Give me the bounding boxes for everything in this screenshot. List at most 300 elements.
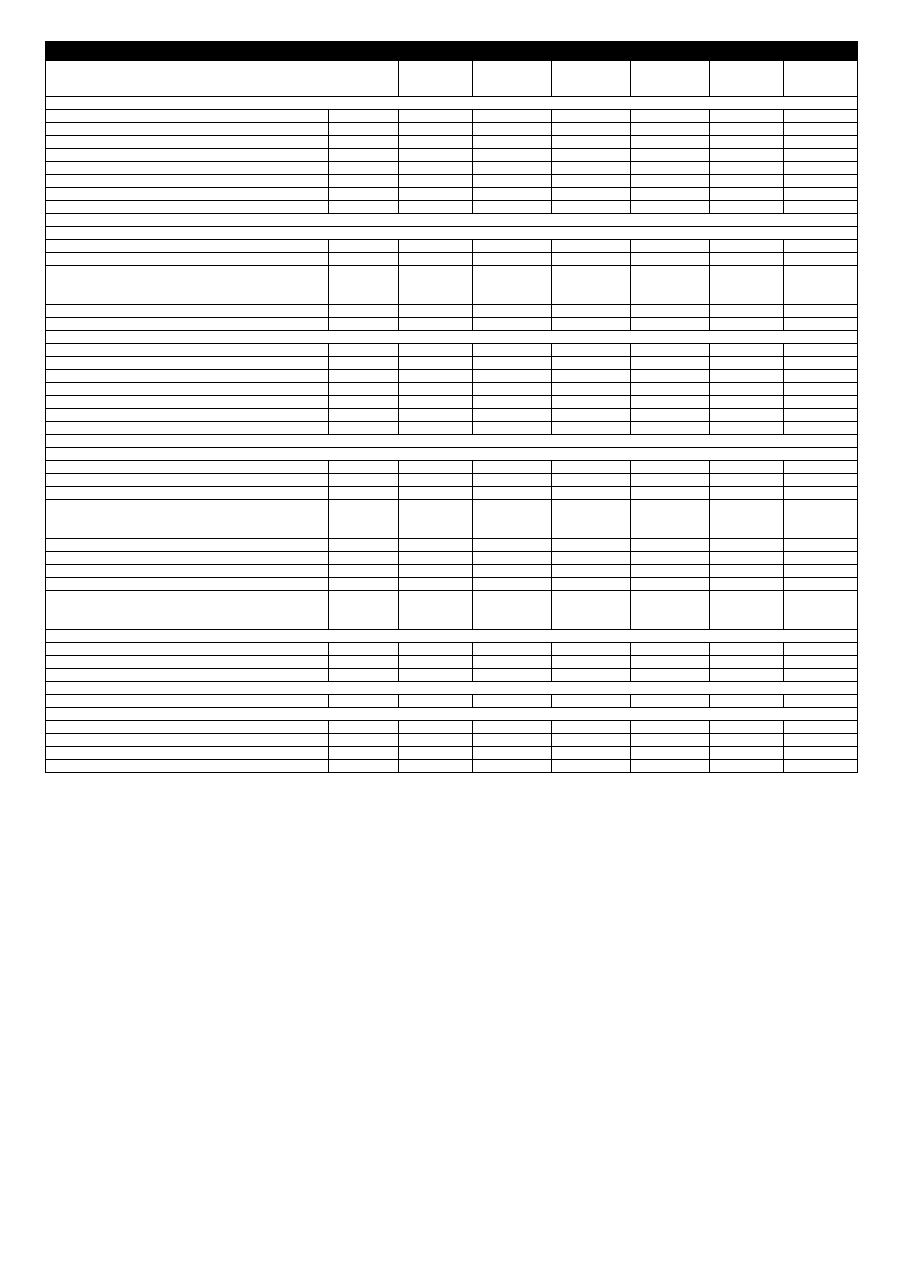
row-label [46,695,329,708]
row-cell-4 [552,721,631,734]
row-cell-2 [399,149,473,162]
row-cell-7 [784,383,858,396]
row-cell-6 [710,487,784,500]
table-row [46,110,858,123]
row-cell-6 [710,578,784,591]
section-heading-4 [46,448,858,461]
row-cell-1 [329,487,399,500]
row-cell-5 [631,760,710,773]
row-cell-1 [329,123,399,136]
table-row [46,721,858,734]
row-cell-5 [631,318,710,331]
row-cell-5 [631,721,710,734]
row-label [46,643,329,656]
row-cell-1 [329,695,399,708]
row-cell-4 [552,201,631,214]
row-cell-3 [473,344,552,357]
row-cell-5 [631,474,710,487]
row-cell-7 [784,344,858,357]
section-heading-1 [46,97,858,110]
table-row [46,539,858,552]
row-cell-7 [784,201,858,214]
table-row [46,266,858,305]
row-cell-6 [710,500,784,539]
row-cell-1 [329,539,399,552]
row-cell-6 [710,110,784,123]
row-cell-1 [329,162,399,175]
row-cell-5 [631,370,710,383]
row-cell-6 [710,669,784,682]
row-cell-1 [329,266,399,305]
row-label [46,747,329,760]
row-cell-3 [473,318,552,331]
row-cell-2 [399,656,473,669]
row-cell-4 [552,305,631,318]
row-cell-5 [631,162,710,175]
table-row [46,175,858,188]
row-cell-6 [710,721,784,734]
row-cell-3 [473,747,552,760]
row-cell-2 [399,591,473,630]
row-cell-1 [329,643,399,656]
section-heading-2 [46,227,858,240]
table-row [46,695,858,708]
row-cell-1 [329,591,399,630]
row-cell-4 [552,578,631,591]
row-cell-6 [710,136,784,149]
section-heading-row [46,227,858,240]
row-cell-5 [631,747,710,760]
data-table [45,41,858,773]
row-cell-7 [784,266,858,305]
row-label [46,578,329,591]
row-cell-1 [329,396,399,409]
row-cell-3 [473,149,552,162]
table-row [46,734,858,747]
row-cell-6 [710,383,784,396]
row-label [46,240,329,253]
row-cell-2 [399,721,473,734]
row-label [46,734,329,747]
table-row [46,565,858,578]
row-cell-4 [552,500,631,539]
table-row [46,578,858,591]
row-cell-5 [631,591,710,630]
row-cell-2 [399,643,473,656]
table-row [46,591,858,630]
row-cell-2 [399,266,473,305]
table-row [46,422,858,435]
row-cell-5 [631,383,710,396]
row-cell-6 [710,240,784,253]
row-cell-7 [784,734,858,747]
row-label [46,149,329,162]
row-cell-4 [552,149,631,162]
table-row [46,162,858,175]
section-heading-row [46,331,858,344]
row-cell-5 [631,136,710,149]
row-cell-4 [552,643,631,656]
row-cell-7 [784,318,858,331]
row-cell-3 [473,162,552,175]
title-band-cell [46,42,858,61]
row-cell-1 [329,565,399,578]
row-cell-7 [784,591,858,630]
row-cell-3 [473,734,552,747]
row-cell-5 [631,461,710,474]
table-row [46,409,858,422]
row-cell-6 [710,474,784,487]
row-cell-4 [552,669,631,682]
row-cell-5 [631,357,710,370]
row-cell-2 [399,136,473,149]
row-cell-2 [399,669,473,682]
row-cell-6 [710,422,784,435]
header-cell-3 [552,61,631,97]
table-row [46,201,858,214]
row-cell-4 [552,240,631,253]
row-cell-3 [473,461,552,474]
row-cell-5 [631,487,710,500]
row-cell-5 [631,422,710,435]
row-cell-7 [784,474,858,487]
row-cell-7 [784,162,858,175]
row-cell-6 [710,253,784,266]
row-cell-2 [399,383,473,396]
row-cell-4 [552,422,631,435]
row-cell-3 [473,305,552,318]
row-cell-1 [329,422,399,435]
table-row [46,344,858,357]
row-label [46,461,329,474]
row-cell-1 [329,747,399,760]
row-cell-7 [784,175,858,188]
row-cell-6 [710,175,784,188]
row-label [46,422,329,435]
row-cell-4 [552,409,631,422]
row-label [46,565,329,578]
row-cell-2 [399,565,473,578]
row-cell-5 [631,175,710,188]
row-cell-2 [399,734,473,747]
row-cell-4 [552,591,631,630]
row-cell-6 [710,656,784,669]
row-cell-6 [710,461,784,474]
row-cell-5 [631,266,710,305]
row-cell-4 [552,188,631,201]
row-cell-2 [399,357,473,370]
row-cell-3 [473,552,552,565]
row-cell-7 [784,240,858,253]
row-label [46,396,329,409]
row-label [46,305,329,318]
table-row [46,240,858,253]
row-cell-3 [473,110,552,123]
row-label [46,591,329,630]
row-cell-3 [473,500,552,539]
row-cell-2 [399,201,473,214]
section-heading-5 [46,630,858,643]
row-cell-4 [552,487,631,500]
row-cell-5 [631,578,710,591]
row-cell-1 [329,253,399,266]
header-cell-1 [399,61,473,97]
table-header-row [46,61,858,97]
row-cell-3 [473,487,552,500]
row-label [46,253,329,266]
row-cell-7 [784,136,858,149]
row-cell-1 [329,344,399,357]
table-row [46,487,858,500]
row-cell-4 [552,734,631,747]
row-cell-4 [552,110,631,123]
row-cell-1 [329,305,399,318]
row-cell-1 [329,578,399,591]
row-cell-6 [710,266,784,305]
row-cell-4 [552,695,631,708]
row-cell-3 [473,643,552,656]
row-cell-2 [399,240,473,253]
row-cell-1 [329,383,399,396]
row-cell-6 [710,149,784,162]
row-cell-3 [473,175,552,188]
table-row [46,149,858,162]
row-cell-2 [399,578,473,591]
row-cell-4 [552,136,631,149]
row-cell-1 [329,318,399,331]
row-cell-4 [552,760,631,773]
row-label [46,201,329,214]
section-footer-1 [46,214,858,227]
row-label [46,136,329,149]
row-cell-7 [784,487,858,500]
row-cell-3 [473,266,552,305]
row-label [46,539,329,552]
row-cell-5 [631,734,710,747]
row-cell-5 [631,240,710,253]
section-heading-row [46,448,858,461]
row-cell-7 [784,188,858,201]
row-cell-6 [710,318,784,331]
row-cell-1 [329,201,399,214]
table-row [46,357,858,370]
row-cell-2 [399,422,473,435]
row-cell-2 [399,760,473,773]
row-cell-1 [329,357,399,370]
row-cell-3 [473,357,552,370]
row-cell-2 [399,409,473,422]
row-cell-5 [631,305,710,318]
row-cell-3 [473,695,552,708]
row-cell-5 [631,110,710,123]
row-cell-7 [784,539,858,552]
row-cell-1 [329,136,399,149]
header-cell-2 [473,61,552,97]
row-cell-1 [329,188,399,201]
row-cell-5 [631,552,710,565]
row-cell-2 [399,123,473,136]
row-cell-4 [552,474,631,487]
row-cell-7 [784,110,858,123]
row-cell-5 [631,123,710,136]
row-cell-4 [552,370,631,383]
row-label [46,357,329,370]
row-cell-5 [631,500,710,539]
row-cell-7 [784,656,858,669]
row-cell-4 [552,552,631,565]
row-cell-1 [329,110,399,123]
row-cell-4 [552,175,631,188]
row-label [46,383,329,396]
row-cell-6 [710,591,784,630]
row-label [46,721,329,734]
row-cell-2 [399,318,473,331]
row-label [46,500,329,539]
row-cell-1 [329,734,399,747]
row-cell-5 [631,396,710,409]
row-cell-4 [552,656,631,669]
row-cell-1 [329,656,399,669]
row-cell-3 [473,201,552,214]
row-cell-5 [631,656,710,669]
row-cell-3 [473,253,552,266]
table-row [46,643,858,656]
table-row [46,305,858,318]
row-cell-2 [399,175,473,188]
row-cell-4 [552,747,631,760]
row-cell-3 [473,123,552,136]
row-cell-4 [552,357,631,370]
table-row [46,188,858,201]
row-cell-7 [784,721,858,734]
table-row [46,370,858,383]
row-cell-7 [784,461,858,474]
row-cell-3 [473,474,552,487]
row-cell-7 [784,565,858,578]
row-cell-7 [784,643,858,656]
table-row [46,461,858,474]
header-cell-5 [710,61,784,97]
row-cell-2 [399,461,473,474]
row-cell-6 [710,305,784,318]
row-cell-3 [473,760,552,773]
row-cell-7 [784,123,858,136]
row-cell-3 [473,370,552,383]
row-cell-5 [631,344,710,357]
row-cell-7 [784,552,858,565]
row-cell-7 [784,396,858,409]
row-cell-5 [631,539,710,552]
row-cell-3 [473,422,552,435]
row-cell-6 [710,695,784,708]
row-cell-1 [329,721,399,734]
section-heading-row [46,97,858,110]
row-cell-6 [710,370,784,383]
row-cell-3 [473,656,552,669]
row-label [46,552,329,565]
row-cell-5 [631,188,710,201]
row-label [46,344,329,357]
row-label [46,266,329,305]
row-cell-1 [329,149,399,162]
row-cell-5 [631,253,710,266]
row-cell-6 [710,188,784,201]
section-heading-7 [46,708,858,721]
row-cell-2 [399,162,473,175]
table-row [46,747,858,760]
row-label [46,188,329,201]
row-label [46,175,329,188]
row-cell-6 [710,565,784,578]
row-cell-1 [329,240,399,253]
row-cell-3 [473,539,552,552]
row-cell-2 [399,747,473,760]
row-label [46,487,329,500]
section-footer-row [46,435,858,448]
row-cell-7 [784,253,858,266]
row-cell-1 [329,370,399,383]
row-cell-6 [710,357,784,370]
row-cell-4 [552,266,631,305]
row-cell-4 [552,396,631,409]
row-cell-7 [784,305,858,318]
row-cell-4 [552,123,631,136]
row-cell-4 [552,539,631,552]
row-cell-3 [473,240,552,253]
row-cell-4 [552,383,631,396]
row-cell-6 [710,162,784,175]
row-cell-5 [631,565,710,578]
row-cell-4 [552,461,631,474]
row-cell-3 [473,136,552,149]
row-label [46,318,329,331]
row-cell-2 [399,539,473,552]
row-cell-2 [399,552,473,565]
row-cell-1 [329,500,399,539]
table-row [46,760,858,773]
table-row [46,474,858,487]
row-label [46,669,329,682]
row-cell-6 [710,201,784,214]
row-cell-2 [399,500,473,539]
section-footer-3 [46,435,858,448]
row-label [46,123,329,136]
row-cell-6 [710,539,784,552]
row-label [46,162,329,175]
section-footer-row [46,214,858,227]
row-cell-2 [399,487,473,500]
row-cell-2 [399,110,473,123]
row-cell-5 [631,643,710,656]
row-cell-3 [473,578,552,591]
table-row [46,136,858,149]
row-cell-1 [329,760,399,773]
table-row [46,123,858,136]
row-cell-6 [710,123,784,136]
row-cell-5 [631,409,710,422]
row-cell-3 [473,396,552,409]
row-cell-4 [552,565,631,578]
row-cell-7 [784,149,858,162]
section-heading-6 [46,682,858,695]
row-cell-6 [710,409,784,422]
row-label [46,760,329,773]
header-cell-label [46,61,399,97]
row-cell-4 [552,253,631,266]
row-label [46,370,329,383]
row-cell-2 [399,305,473,318]
row-cell-7 [784,669,858,682]
